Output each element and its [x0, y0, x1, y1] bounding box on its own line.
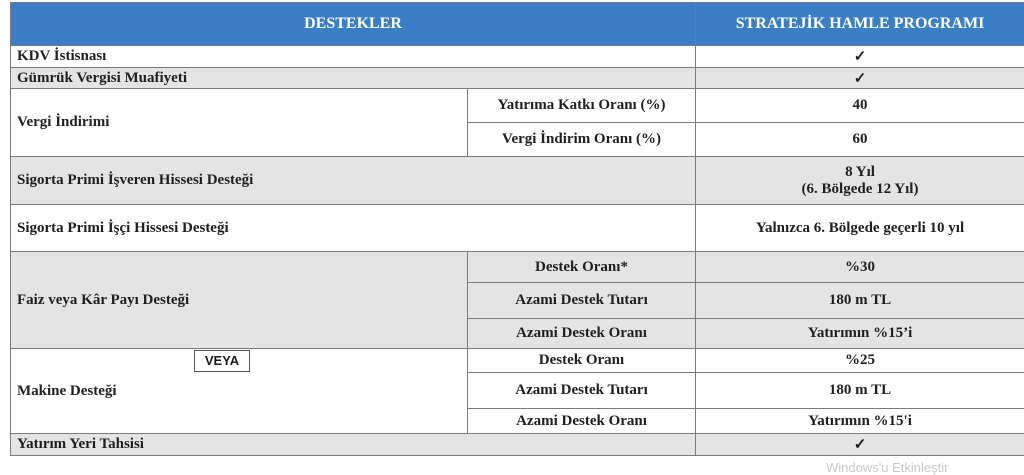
- table-row: [11, 205, 1024, 252]
- row-label-makine: Makine Desteği: [11, 349, 468, 434]
- row-label-yatirim-yeri: Yatırım Yeri Tahsisi: [11, 434, 696, 456]
- row-label-faiz: Faiz veya Kâr Payı Desteği: [11, 252, 468, 349]
- sub-value: 180 m TL: [696, 373, 1024, 409]
- row-label-vergi: Vergi İndirimi: [11, 89, 468, 157]
- sub-label: Yatırıma Katkı Oranı (%): [468, 89, 696, 123]
- row-label-kdv: KDV İstisnası: [11, 46, 696, 68]
- sub-value: Yatırımın %15'i: [696, 409, 1024, 434]
- header-strategic-program: STRATEJİK HAMLE PROGRAMI: [696, 3, 1024, 46]
- support-comparison-table: [10, 2, 1024, 456]
- row-label-gumruk: Gümrük Vergisi Muafiyeti: [11, 68, 696, 89]
- sub-value: 40: [696, 89, 1024, 123]
- sub-value: %30: [696, 252, 1024, 283]
- row-label-sigorta-isveren: Sigorta Primi İşveren Hissesi Desteği: [11, 157, 696, 205]
- value-line: 8 Yıl: [704, 164, 1016, 181]
- support-table-container: [10, 2, 1024, 456]
- table-row: [11, 252, 1024, 283]
- activation-watermark: Windows'u Etkinleştir: [826, 460, 948, 475]
- value-line: (6. Bölgede 12 Yıl): [704, 181, 1016, 198]
- sub-label: Vergi İndirim Oranı (%): [468, 123, 696, 157]
- sub-label: Destek Oranı: [468, 349, 696, 373]
- table-row: [11, 46, 1024, 68]
- sub-value: Yalnızca 6. Bölgede geçerli 10 yıl: [696, 205, 1024, 252]
- sub-label: Azami Destek Oranı: [468, 409, 696, 434]
- sub-label: Azami Destek Tutarı: [468, 373, 696, 409]
- sub-value: Yatırımın %15’i: [696, 319, 1024, 349]
- sub-label: Azami Destek Oranı: [468, 319, 696, 349]
- table-row: [11, 349, 1024, 373]
- table-row: [11, 157, 1024, 205]
- sub-value: %25: [696, 349, 1024, 373]
- check-icon: ✓: [696, 434, 1024, 456]
- table-row: [11, 434, 1024, 456]
- row-label-sigorta-isci: Sigorta Primi İşçi Hissesi Desteği: [11, 205, 696, 252]
- sub-value: 60: [696, 123, 1024, 157]
- header-supports: DESTEKLER: [11, 3, 696, 46]
- sub-value: 180 m TL: [696, 283, 1024, 319]
- check-icon: ✓: [696, 46, 1024, 68]
- check-icon: ✓: [696, 68, 1024, 89]
- table-row: [11, 68, 1024, 89]
- sub-label: Azami Destek Tutarı: [468, 283, 696, 319]
- table-row: [11, 89, 1024, 123]
- sub-value: [696, 157, 1024, 205]
- veya-label: VEYA: [194, 350, 250, 372]
- table-header-row: [11, 3, 1024, 46]
- sub-label: Destek Oranı*: [468, 252, 696, 283]
